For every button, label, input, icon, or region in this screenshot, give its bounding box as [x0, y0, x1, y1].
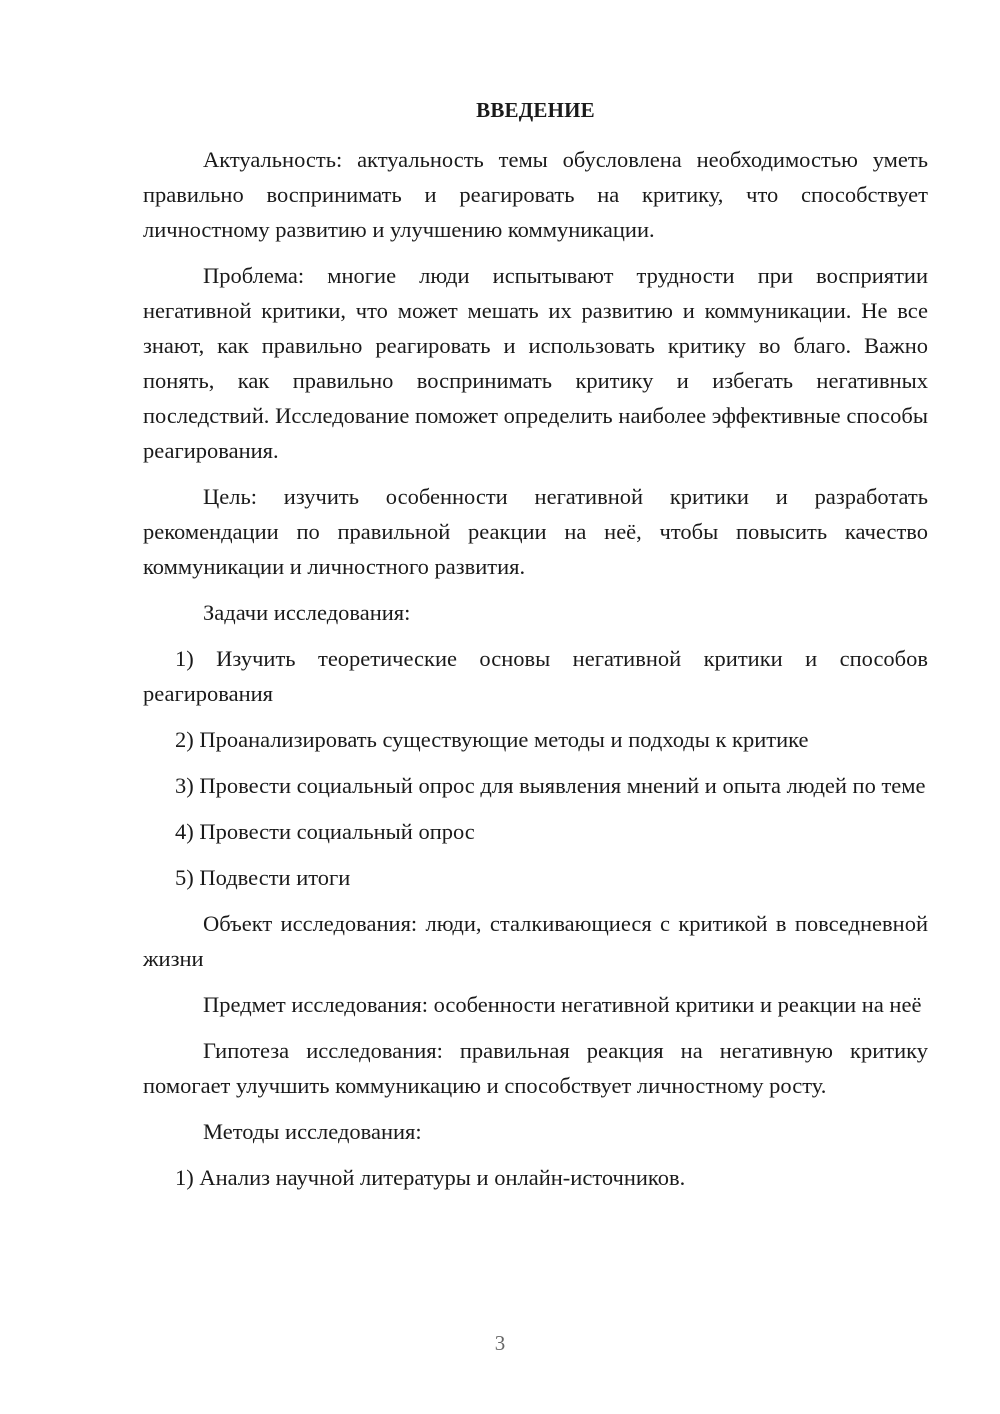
- page-number: 3: [494, 1331, 506, 1355]
- list-item-task-2: 2) Проанализировать существующие методы и подходы к критике: [175, 727, 809, 752]
- list-item-task-5: 5) Подвести итоги: [175, 865, 351, 890]
- paragraph-methods-heading: Методы исследования:: [203, 1119, 422, 1144]
- paragraph-relevance: Актуальность: актуальность темы обусловлена необходимостью уметь правильно воспринимать и реагировать на критику, что способствует личностному развитию и улучшению коммуникации.: [143, 147, 928, 242]
- list-item-task-3: 3) Провести социальный опрос для выявления мнений и опыта людей по теме: [175, 773, 926, 798]
- list-item-method-1: 1) Анализ научной литературы и онлайн-источников.: [175, 1165, 686, 1190]
- paragraph-tasks-heading: Задачи исследования:: [203, 600, 411, 625]
- list-item-task-1: 1) Изучить теоретические основы негативной критики и способов реагирования: [143, 646, 928, 706]
- page-title: ВВЕДЕНИЕ: [476, 98, 595, 122]
- paragraph-object: Объект исследования: люди, сталкивающиеся с критикой в повседневной жизни: [143, 911, 928, 971]
- list-item-task-4: 4) Провести социальный опрос: [175, 819, 475, 844]
- paragraph-subject: Предмет исследования: особенности негативной критики и реакции на неё: [203, 992, 922, 1017]
- document-body: [143, 142, 928, 1206]
- paragraph-problem: Проблема: многие люди испытывают трудности при восприятии негативной критики, что может мешать их развитию и коммуникации. Не все знают, как правильно реагировать и использовать критику во благо. Важно понять, как правильно воспринимать критику и избегать негативных последствий. Исследование поможет определить наиболее эффективные способы реагирования.: [143, 263, 928, 463]
- paragraph-goal: Цель: изучить особенности негативной критики и разработать рекомендации по правильной реакции на неё, чтобы повысить качество коммуникации и личностного развития.: [143, 484, 928, 579]
- paragraph-hypothesis: Гипотеза исследования: правильная реакция на негативную критику помогает улучшить коммуникацию и способствует личностному росту.: [143, 1038, 928, 1098]
